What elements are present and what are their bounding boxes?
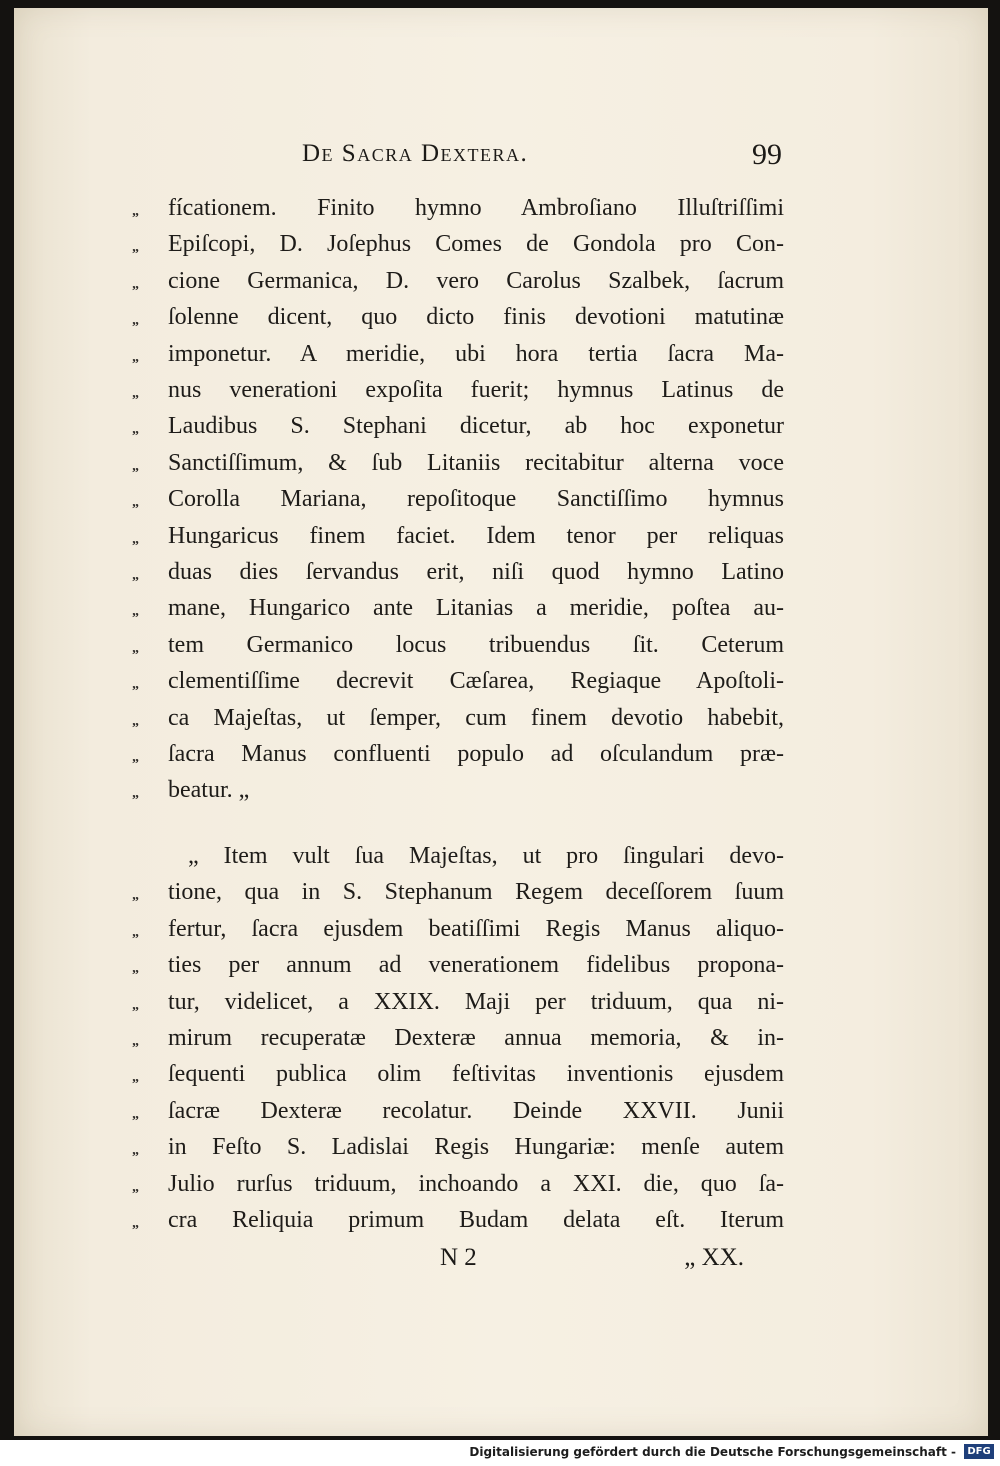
- line-text: Epiſcopi, D. Joſephus Comes de Gondola pro Con-: [168, 231, 784, 258]
- text-line: [132, 299, 792, 335]
- quote-mark: „: [132, 204, 139, 219]
- line-text: fícationem. Finito hymno Ambroſiano Illuſtriſſimi: [168, 195, 784, 221]
- line-text: in Feſto S. Ladislai Regis Hungariæ: menſe autem: [168, 1134, 784, 1161]
- line-text: ca Majeſtas, ut ſemper, cum finem devotio habebit,: [168, 704, 784, 731]
- text-line: [132, 1129, 792, 1165]
- quote-mark: „: [132, 458, 139, 474]
- text-line: [132, 1093, 792, 1129]
- text-line: [132, 518, 792, 554]
- line-text: mane, Hungarico ante Litanias a meridie, poſtea au-: [168, 595, 784, 622]
- digitization-note: Digitalisierung gefördert durch die Deutsche Forschungsgemeinschaft -: [469, 1445, 956, 1459]
- text-line: [132, 481, 792, 517]
- line-text: Laudibus S. Stephani dicetur, ab hoc exponetur: [168, 413, 784, 440]
- quote-mark: „: [132, 604, 139, 620]
- quote-mark: „: [132, 240, 139, 256]
- line-text: cra Reliquia primum Budam delata eſt. Iterum: [168, 1207, 784, 1233]
- line-text: Sanctiſſimum, & ſub Litaniis recitabitur alterna voce: [168, 449, 784, 476]
- line-text: beatur. „: [168, 777, 250, 804]
- line-text: Julio rurſus triduum, inchoando a XXI. die, quo ſa-: [168, 1170, 784, 1197]
- quote-mark: „: [132, 640, 139, 656]
- line-text: ſacra Manus confluenti populo ad oſculandum præ-: [168, 741, 784, 767]
- line-text: mirum recuperatæ Dexteræ annua memoria, & in-: [168, 1025, 784, 1051]
- line-text: clementiſſime decrevit Cæſarea, Regiaque Apoſtoli-: [168, 668, 784, 695]
- text-line: [132, 838, 792, 874]
- quote-mark: „: [132, 961, 139, 977]
- text-line: [132, 445, 792, 481]
- text-line: [132, 1166, 792, 1202]
- text-line: [132, 1202, 792, 1238]
- quote-mark: „: [132, 531, 139, 547]
- page-number: 99: [752, 138, 782, 171]
- text-line: [132, 226, 792, 262]
- line-text: tur, videlicet, a XXIX. Maji per triduum, qua ni-: [168, 988, 784, 1015]
- text-line: [132, 1020, 792, 1056]
- text-line: [132, 372, 792, 408]
- text-line: [132, 911, 792, 947]
- line-text: ties per annum ad venerationem fidelibus propona-: [168, 952, 784, 979]
- signature-mark: N 2: [440, 1244, 477, 1271]
- line-text: cione Germanica, D. vero Carolus Szalbek, ſacrum: [168, 267, 784, 294]
- page-footer: [164, 1244, 784, 1280]
- book-page: [14, 8, 988, 1436]
- line-text: imponetur. A meridie, ubi hora tertia ſacra Ma-: [168, 340, 784, 367]
- quote-mark: „: [132, 997, 139, 1013]
- quote-mark: „: [132, 1106, 139, 1122]
- text-line: [132, 408, 792, 444]
- text-line: [132, 590, 792, 626]
- quote-mark: „: [132, 924, 139, 940]
- line-text: tione, qua in S. Stephanum Regem deceſſorem ſuum: [168, 879, 784, 906]
- text-line: [132, 1056, 792, 1092]
- quote-mark: „: [132, 786, 139, 802]
- quote-mark: „: [132, 1143, 139, 1159]
- text-line: [132, 874, 792, 910]
- quote-mark: „: [132, 386, 139, 401]
- digitization-bar: [0, 1440, 1000, 1466]
- running-title: De Sacra Dextera.: [302, 140, 529, 167]
- text-line: [132, 190, 792, 226]
- line-text: ſequenti publica olim feſtivitas inventionis ejusdem: [168, 1061, 784, 1088]
- line-text: ſolenne dicent, quo dicto finis devotioni matutinæ: [168, 304, 784, 331]
- quote-mark: „: [132, 1034, 139, 1049]
- quote-mark: „: [132, 1070, 139, 1086]
- line-text: ſacræ Dexteræ recolatur. Deinde XXVII. Junii: [168, 1097, 784, 1124]
- line-text: nus venerationi expoſita fuerit; hymnus Latinus de: [168, 377, 784, 403]
- text-line: [132, 984, 792, 1020]
- dfg-logo-icon: DFG: [964, 1444, 994, 1459]
- quote-mark: „: [132, 349, 139, 365]
- quote-mark: „: [132, 495, 139, 511]
- quote-mark: „: [132, 313, 139, 329]
- quote-mark: „: [132, 276, 139, 292]
- text-line: [132, 772, 792, 808]
- quote-mark: „: [132, 422, 139, 438]
- text-line: [132, 336, 792, 372]
- text-line: [132, 736, 792, 772]
- text-line: [132, 263, 792, 299]
- quote-mark: „: [132, 750, 139, 765]
- quote-mark: „: [132, 1179, 139, 1195]
- quote-mark: „: [132, 888, 139, 904]
- text-line: [132, 700, 792, 736]
- quote-mark: „: [132, 677, 139, 693]
- quote-mark: „: [132, 568, 139, 583]
- line-text: tem Germanico locus tribuendus ſit. Ceterum: [168, 631, 784, 658]
- page-header: [302, 140, 782, 180]
- text-line: [132, 947, 792, 983]
- line-text: Corolla Mariana, repoſitoque Sanctiſſimo hymnus: [168, 486, 784, 513]
- text-line: [132, 663, 792, 699]
- catchword: „ XX.: [684, 1244, 744, 1271]
- quote-mark: „: [132, 713, 139, 729]
- quote-mark: „: [132, 1216, 139, 1231]
- line-text: „ Item vult ſua Majeſtas, ut pro ſingulari devo-: [188, 843, 784, 869]
- text-line: [132, 554, 792, 590]
- line-text: fertur, ſacra ejusdem beatiſſimi Regis Manus aliquo-: [168, 915, 784, 942]
- line-text: Hungaricus finem faciet. Idem tenor per reliquas: [168, 522, 784, 549]
- line-text: duas dies ſervandus erit, niſi quod hymno Latino: [168, 559, 784, 585]
- text-line: [132, 627, 792, 663]
